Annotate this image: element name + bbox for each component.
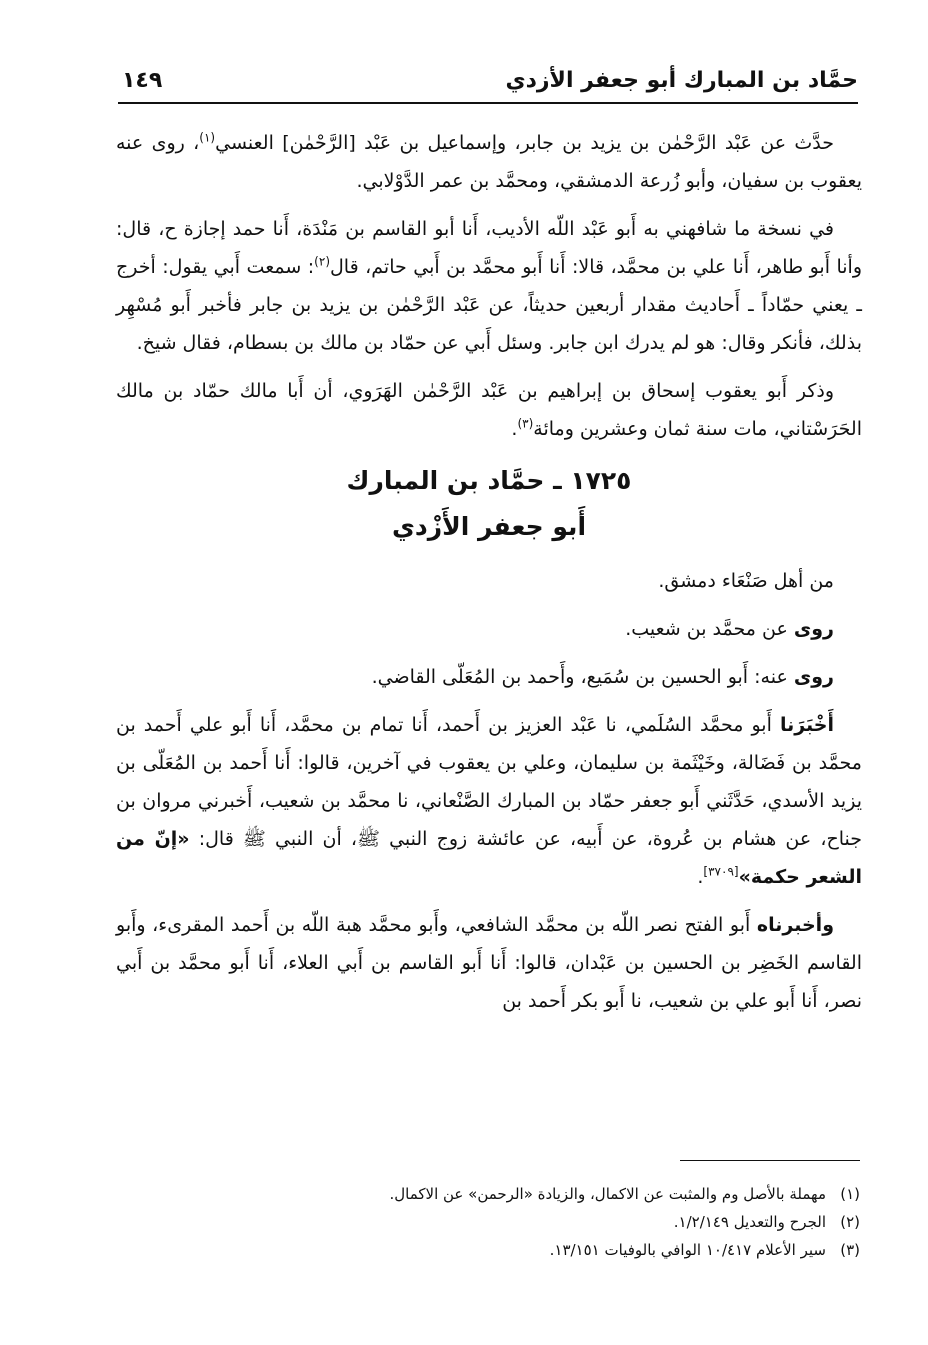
paragraph-3: وذكر أَبو يعقوب إسحاق بن إبراهيم بن عَبْد الرَّحْمٰن الهَرَوي، أن أَبا مالك حمّاد بن مالك الحَرَسْتاني، مات سنة ثمان وعشرين ومائة$^{(٣)}$. bbox=[116, 380, 862, 440]
hadith-lead: أَخْبَرَنا bbox=[779, 714, 834, 736]
bio-narrated-from: روى عن محمَّد بن شعيب. bbox=[625, 618, 834, 640]
body-text bbox=[116, 124, 862, 1030]
page-number: ١٤٩ bbox=[122, 68, 163, 93]
footnote-rule bbox=[680, 1160, 860, 1161]
hadith2-paragraph: وأخبرناه أَبو الفتح نصر اللّه بن محمَّد الشافعي، وأَبو محمَّد هبة اللّه بن أَحمد المقرىء، وأَبو القاسم الخَضِر بن الحسين بن عَبْدان، قالوا: أَنا أَبو القاسم بن أَبي العلاء، أَنا أَبو محمَّد بن أَبي نصر، أَنا أَبو علي بن شعيب، نا أَبو بكر أَحمد بن bbox=[116, 914, 862, 1012]
footnote-1: (١)مهملة بالأصل وم والمثبت عن الاكمال، والزيادة «الرحمن» عن الاكمال. bbox=[389, 1185, 860, 1203]
footnote-3: (٣)سير الأعلام ١٠/٤١٧ الوافي بالوفيات ١٣/١٥١. bbox=[549, 1241, 860, 1259]
footnote-ref-2[interactable]: (٢) bbox=[314, 254, 330, 269]
hadith-number: [٣٧٠٩] bbox=[703, 864, 739, 879]
page-header bbox=[118, 62, 858, 102]
entry-title: ١٧٢٥ ـ حمَّاد بن المبارك bbox=[346, 466, 632, 495]
hadith-quote: «إنّ من الشعر حكمة» bbox=[116, 828, 862, 888]
paragraph-2: في نسخة ما شافهني به أَبو عَبْد اللّه الأديب، أَنا أبو القاسم بن مَنْدَة، أَنا حمد إجازة ح، قال: وأنا أَبو طاهر، أَنا علي بن محمَّد، قالا: أَنا أَبو محمَّد بن أَبي حاتم، قال$^{(٢)}$: سمعت أَبي يقول: أخرج ـ يعني حمّاداً ـ أَحاديث مقدار أربعين حديثاً، عن عَبْد الرَّحْمٰن بن يزيد بن جابر فأخبر أَبو مُسْهِر بذلك، فأنكر وقال: هو لم يدرك ابن جابر. وسئل أَبي عن حمّاد بن مالك بن بسطام، فقال شيخ. bbox=[116, 218, 863, 354]
entry-heading bbox=[116, 458, 862, 550]
footnote-ref-3[interactable]: (٣) bbox=[517, 416, 534, 431]
bio-narrated-by: روى عنه: أَبو الحسين بن سُمَيع، وأَحمد بن المُعَلّى القاضي. bbox=[371, 666, 834, 688]
footnote-2: (٢)الجرح والتعديل ١/٢/١٤٩. bbox=[673, 1213, 860, 1231]
entry-kunya: أَبو جعفر الأَزْدي bbox=[391, 512, 587, 541]
footnote-ref-1[interactable]: (١) bbox=[199, 130, 216, 145]
paragraph-1: حدَّث عن عَبْد الرَّحْمٰن بن يزيد بن جابر، وإسماعيل بن عَبْد [الرَّحْمٰن] العنسي$^{(١)}$، روى عنه يعقوب بن سفيان، وأبو زُرعة الدمشقي، ومحمَّد بن عمر الدَّوْلابي. bbox=[116, 130, 862, 192]
hadith-paragraph: أَخْبَرَنا أَبو محمَّد السُلَمي، نا عَبْد العزيز بن أَحمد، أَنا تمام بن محمَّد، أَنا أَبو علي أَحمد بن محمَّد بن فَضَالة، وخَيْثَمة بن سليمان، وعلي بن يعقوب في آخرين، قالوا: أَنا أَحمد بن المُعَلّى بن يزيد الأسدي، حَدَّثَني أَبو جعفر حمّاد بن المبارك الصَّنْعاني، نا محمَّد بن شعيب، أَخبرني مروان بن جناح، عن هشام بن عُروة، عن أَبيه، عن عائشة زوج النبي ﷺ، أن النبي ﷺ قال: «إنّ من الشعر حكمة»[٣٧٠٩]. bbox=[116, 714, 862, 888]
hadith2-lead: وأخبرناه bbox=[756, 914, 834, 936]
running-title: حمَّاد بن المبارك أبو جعفر الأزدي bbox=[505, 68, 858, 93]
header-rule bbox=[118, 102, 858, 104]
bio-origin: من أهل صَنْعَاء دمشق. bbox=[658, 570, 834, 592]
footnotes bbox=[116, 1180, 860, 1264]
